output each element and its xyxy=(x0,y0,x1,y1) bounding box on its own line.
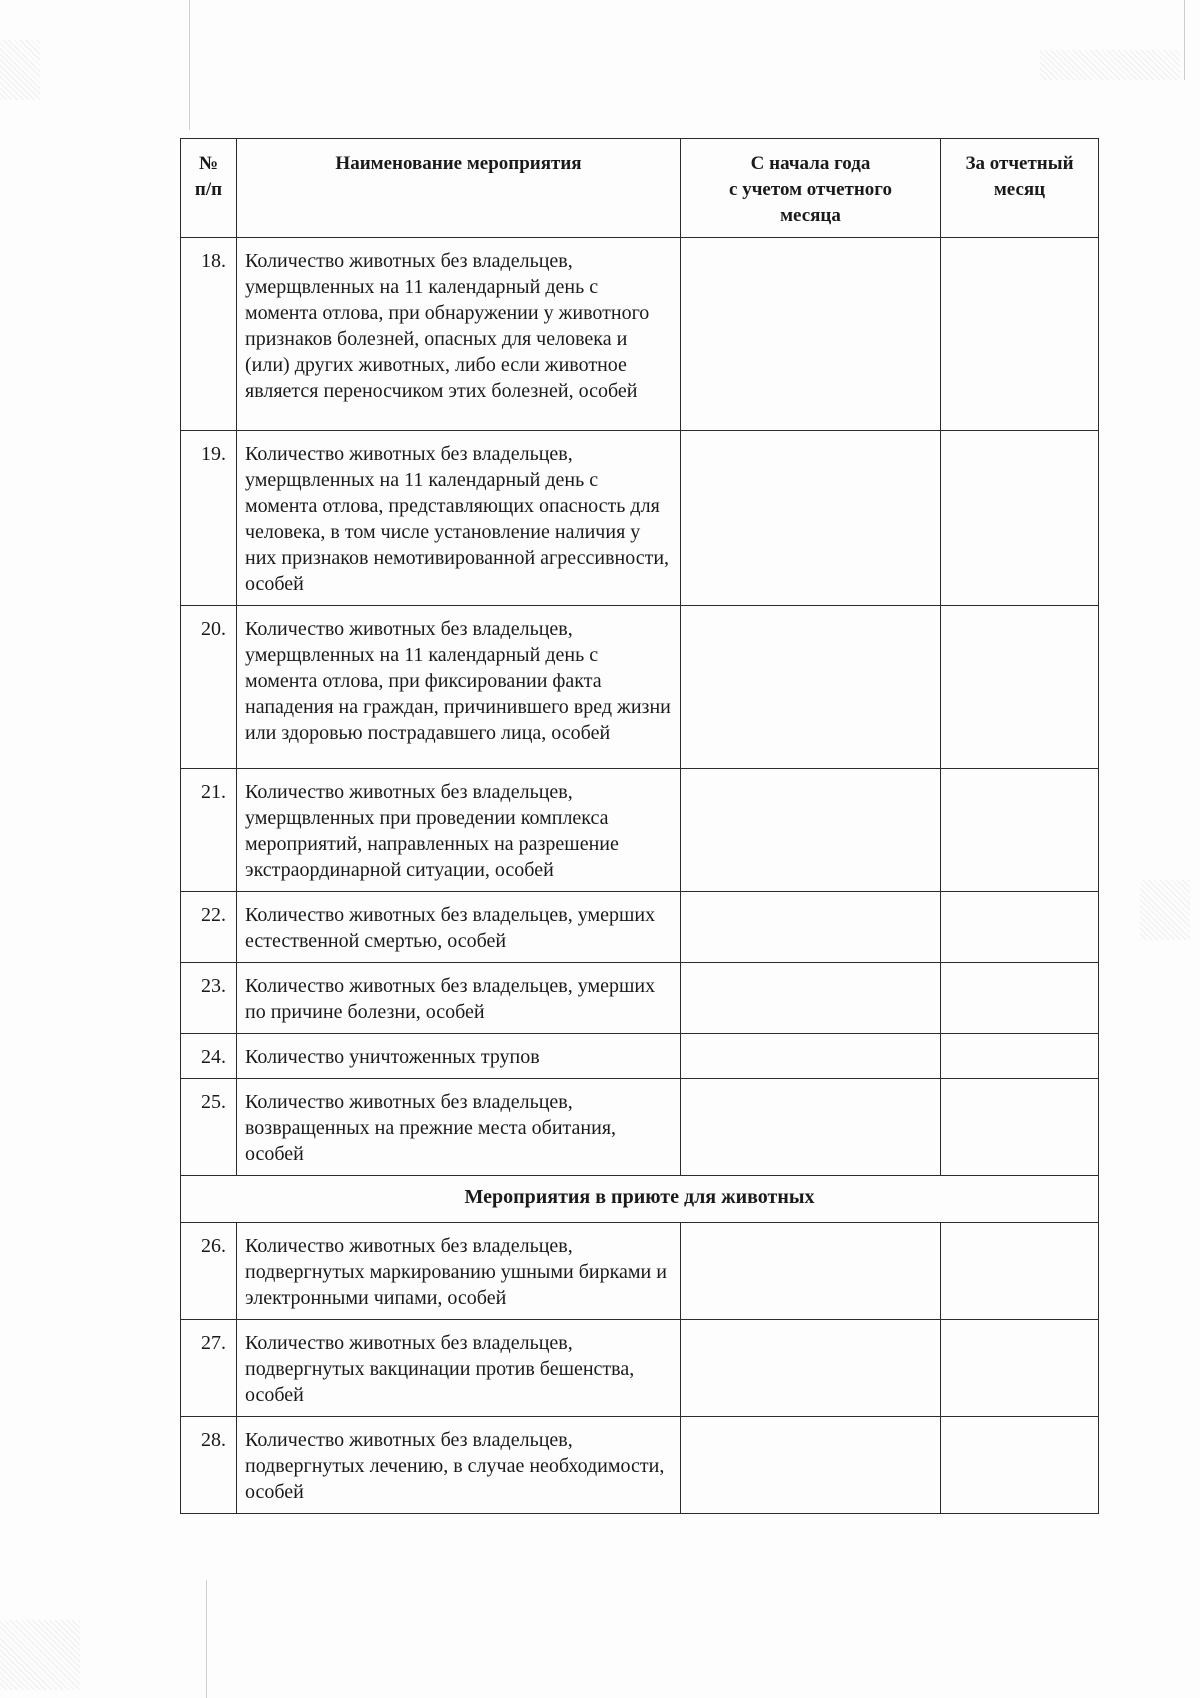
header-name: Наименование мероприятия xyxy=(237,139,681,238)
table-body-b xyxy=(181,1223,1099,1514)
scan-artifact-line xyxy=(189,0,190,130)
row-description: Количество животных без владельцев, умерщвленных на 11 календарный день с момента отлова, при фиксировании факта нападения на граждан, причинившего вред жизни или здоровью пострадавшего лица, особей xyxy=(237,606,681,769)
row-ytd-value xyxy=(681,431,941,606)
table-row xyxy=(181,963,1099,1034)
row-description: Количество животных без владельцев, возвращенных на прежние места обитания, особей xyxy=(237,1079,681,1176)
row-description: Количество уничтоженных трупов xyxy=(237,1034,681,1079)
row-month-value xyxy=(941,606,1099,769)
row-month-value xyxy=(941,1079,1099,1176)
row-ytd-value xyxy=(681,1320,941,1417)
row-description: Количество животных без владельцев, умерших естественной смертью, особей xyxy=(237,892,681,963)
row-number: 25. xyxy=(181,1079,237,1176)
row-number: 21. xyxy=(181,769,237,892)
row-description: Количество животных без владельцев, умерщвленных на 11 календарный день с момента отлова, представляющих опасность для человека, в том числе установление наличия у них признаков немотивированной агрессивности, особей xyxy=(237,431,681,606)
row-ytd-value xyxy=(681,606,941,769)
table-header-row xyxy=(181,139,1099,238)
scan-artifact-noise xyxy=(1040,50,1180,80)
table-row xyxy=(181,769,1099,892)
row-month-value xyxy=(941,892,1099,963)
scan-artifact-noise xyxy=(0,1620,80,1690)
scan-artifact-line xyxy=(1184,0,1185,80)
row-month-value xyxy=(941,238,1099,431)
section-title: Мероприятия в приюте для животных xyxy=(181,1176,1099,1223)
row-ytd-value xyxy=(681,1223,941,1320)
row-month-value xyxy=(941,1223,1099,1320)
table-row xyxy=(181,1223,1099,1320)
row-ytd-value xyxy=(681,892,941,963)
row-number: 24. xyxy=(181,1034,237,1079)
header-month: За отчетный месяц xyxy=(941,139,1099,238)
row-description: Количество животных без владельцев, подвергнутых вакцинации против бешенства, особей xyxy=(237,1320,681,1417)
row-ytd-value xyxy=(681,963,941,1034)
row-description: Количество животных без владельцев, подвергнутых маркированию ушными бирками и электронными чипами, особей xyxy=(237,1223,681,1320)
scan-artifact-noise xyxy=(1140,880,1190,940)
row-month-value xyxy=(941,1034,1099,1079)
row-description: Количество животных без владельцев, умерших по причине болезни, особей xyxy=(237,963,681,1034)
scan-artifact-line xyxy=(206,1580,207,1698)
row-description: Количество животных без владельцев, умерщвленных при проведении комплекса мероприятий, направленных на разрешение экстраординарной ситуации, особей xyxy=(237,769,681,892)
row-ytd-value xyxy=(681,1034,941,1079)
section-row xyxy=(181,1176,1099,1223)
row-number: 28. xyxy=(181,1417,237,1514)
table-row xyxy=(181,892,1099,963)
section-body xyxy=(181,1176,1099,1223)
row-month-value xyxy=(941,769,1099,892)
row-description: Количество животных без владельцев, подвергнутых лечению, в случае необходимости, особей xyxy=(237,1417,681,1514)
table-row xyxy=(181,431,1099,606)
row-ytd-value xyxy=(681,1417,941,1514)
table-row xyxy=(181,1034,1099,1079)
header-ytd: С начала года с учетом отчетного месяца xyxy=(681,139,941,238)
row-month-value xyxy=(941,1320,1099,1417)
row-number: 26. xyxy=(181,1223,237,1320)
table-body-a xyxy=(181,238,1099,1176)
row-description: Количество животных без владельцев, умерщвленных на 11 календарный день с момента отлова, при обнаружении у животного признаков болезней, опасных для человека и (или) других животных, либо если животное является переносчиком этих болезней, особей xyxy=(237,238,681,431)
row-month-value xyxy=(941,431,1099,606)
row-number: 27. xyxy=(181,1320,237,1417)
report-table xyxy=(180,138,1099,1514)
table-row xyxy=(181,1320,1099,1417)
scan-artifact-noise xyxy=(0,40,40,100)
row-month-value xyxy=(941,963,1099,1034)
table-row xyxy=(181,238,1099,431)
row-ytd-value xyxy=(681,769,941,892)
row-number: 18. xyxy=(181,238,237,431)
table-row xyxy=(181,606,1099,769)
row-month-value xyxy=(941,1417,1099,1514)
row-number: 19. xyxy=(181,431,237,606)
row-ytd-value xyxy=(681,1079,941,1176)
table-row xyxy=(181,1417,1099,1514)
row-ytd-value xyxy=(681,238,941,431)
row-number: 22. xyxy=(181,892,237,963)
row-number: 23. xyxy=(181,963,237,1034)
table-row xyxy=(181,1079,1099,1176)
row-number: 20. xyxy=(181,606,237,769)
header-num: № п/п xyxy=(181,139,237,238)
